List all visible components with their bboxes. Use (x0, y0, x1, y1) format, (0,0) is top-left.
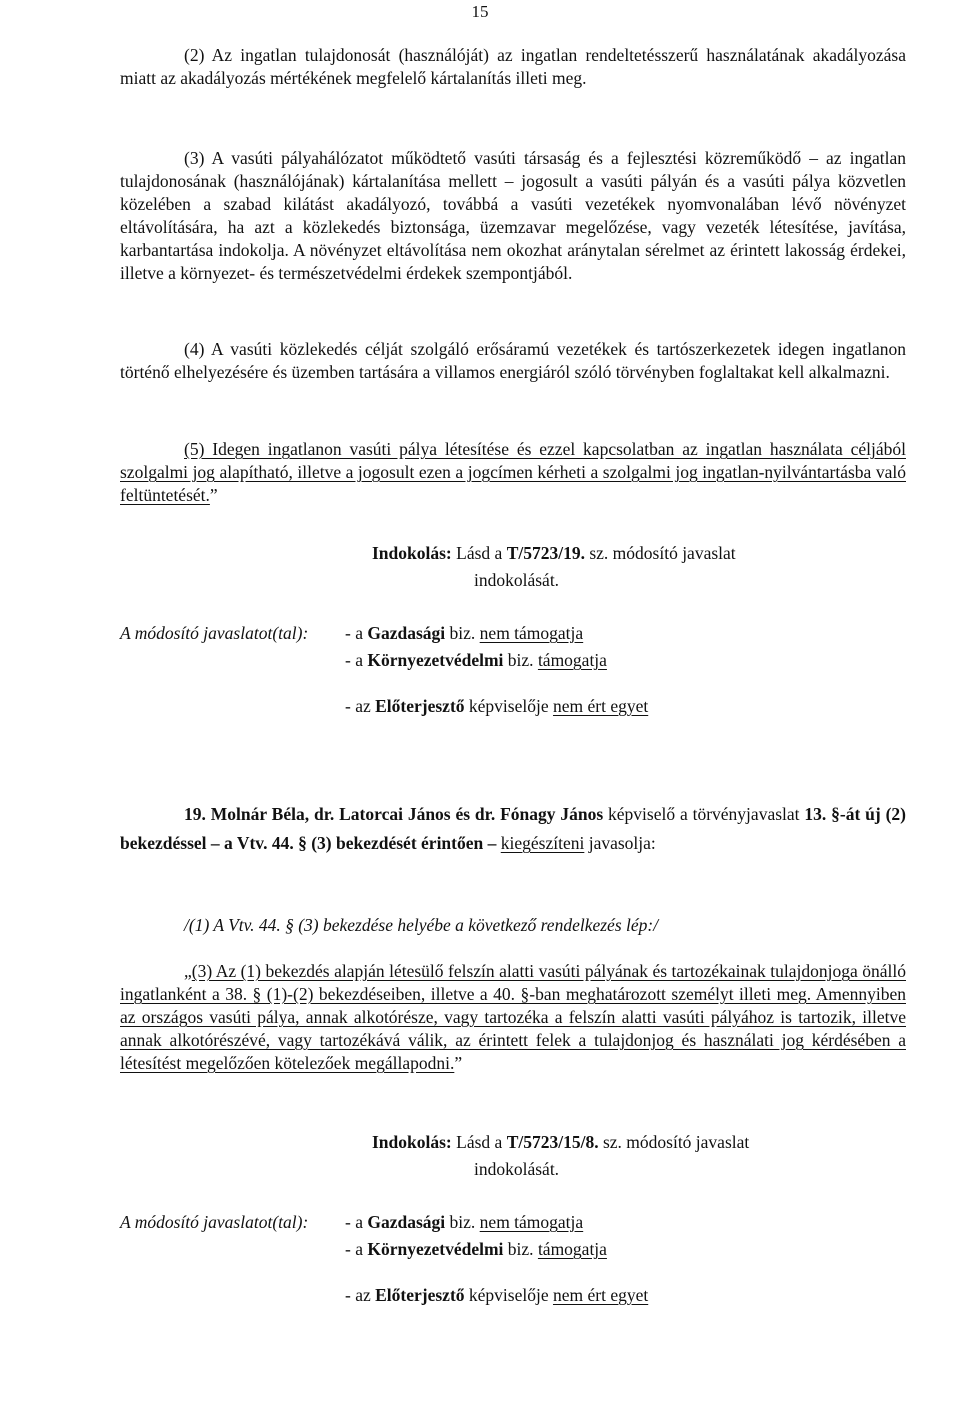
justification-text: Lásd a (451, 1132, 507, 1152)
amended-paragraph-3 (120, 960, 906, 1075)
item-text: képviselő a törvényjavaslat (603, 804, 805, 824)
dash: - a (345, 650, 368, 670)
paragraph-4: (4) A vasúti közlekedés célját szolgáló erősáramú vezetékek és tartószerkezetek idegen ingatlanon történő elhelyezésére és üzemben tartására a villamos energiáról szóló törvényben foglaltakat kell alkalmazni. (120, 339, 906, 382)
closing-quote: ” (454, 1053, 463, 1073)
item-19 (120, 800, 906, 858)
amendment-instruction: /(1) A Vtv. 44. § (3) bekezdése helyébe a következő rendelkezés lép:/ (184, 915, 659, 935)
justification-text: Lásd a (451, 543, 507, 563)
item-text-end: javasolja: (584, 833, 656, 853)
justification-label: Indokolás: (372, 543, 452, 563)
opinion-label-1: A módosító javaslatot(tal): (120, 623, 309, 643)
opinion-status: támogatja (537, 1239, 607, 1259)
committee-opinion-economic-1 (345, 621, 583, 645)
biz: biz. (445, 623, 480, 643)
committee-name: Környezetvédelmi (367, 650, 504, 670)
committee-name: Gazdasági (367, 1212, 446, 1232)
opinion-status: nem támogatja (479, 1212, 584, 1232)
dash: - a (345, 623, 368, 643)
paragraph-5-text: (5) Idegen ingatlanon vasúti pálya létesítése és ezzel kapcsolatban az ingatlan használata céljából szolgalmi jog alapítható, illetve a jogosult ezen a jogcímen kérheti a szolgalmi jog ingatlan-nyilvántartásba való feltüntetését. (120, 439, 906, 505)
opinion-status: nem ért egyet (552, 1285, 649, 1305)
committee-opinion-economic-2 (345, 1210, 583, 1234)
committee-opinion-environment-1 (345, 648, 607, 672)
dash: - a (345, 1239, 368, 1259)
proposer-name: Előterjesztő (375, 696, 465, 716)
item-action: kiegészíteni (500, 833, 585, 853)
biz: biz. (503, 650, 538, 670)
justification-label: Indokolás: (372, 1132, 452, 1152)
item-number: 19. (184, 804, 206, 824)
item-authors: Molnár Béla, dr. Latorcai János és dr. Fónagy János (210, 804, 604, 824)
item-reference: 13. §-át új (2) bekezdéssel – a Vtv. 44. § (3) bekezdését érintően – (120, 804, 906, 853)
justification-1 (372, 541, 736, 565)
paragraph-2: (2) Az ingatlan tulajdonosát (használóját) az ingatlan rendeltetésszerű használatának akadályozása miatt az akadályozás mértékének megfelelő kártalanítás illeti meg. (120, 45, 906, 88)
biz: biz. (445, 1212, 480, 1232)
justification-ref: T/5723/15/8. (506, 1132, 599, 1152)
opinion-status: nem támogatja (479, 623, 584, 643)
justification-2 (372, 1130, 749, 1154)
committee-opinion-environment-2 (345, 1237, 607, 1261)
committee-name: Gazdasági (367, 623, 446, 643)
justification-2-line2: indokolását. (474, 1159, 560, 1179)
justification-text-2: sz. módosító javaslat (584, 543, 736, 563)
proposer-opinion-1 (345, 694, 648, 718)
justification-ref: T/5723/19. (506, 543, 585, 563)
proposer-name: Előterjesztő (375, 1285, 465, 1305)
opinion-label-2: A módosító javaslatot(tal): (120, 1212, 309, 1232)
paragraph-3: (3) A vasúti pályahálózatot működtető vasúti társaság és a fejlesztési közreműködő – az ingatlan tulajdonosának (használójának) kártalanítása mellett – jogosult a vasúti pályán és a vasúti pálya közvetlen közelében a szabad kilátást akadályozó, továbbá a vasúti vezetékek nyomvonalában lévő növényzet eltávolítására, ha azt a közlekedés biztonsága, üzemzavar megelőzése, vagy vezeték létesítése, javítása, karbantartása indokolja. A növényzet eltávolítása nem okozhat aránytalan sérelmet az érintett lakosság érdekei, illetve a környezet- és természetvédelmi érdekek szempontjából. (120, 148, 906, 283)
opinion-status: nem ért egyet (552, 696, 649, 716)
proposer-mid: képviselője (464, 696, 553, 716)
justification-1-line2: indokolását. (474, 570, 560, 590)
dash: - az (345, 696, 376, 716)
dash: - az (345, 1285, 376, 1305)
opening-quote: „ (184, 961, 192, 981)
proposer-opinion-2 (345, 1283, 648, 1307)
paragraph-5 (120, 438, 906, 507)
proposer-mid: képviselője (464, 1285, 553, 1305)
biz: biz. (503, 1239, 538, 1259)
page-number: 15 (471, 2, 489, 21)
dash: - a (345, 1212, 368, 1232)
opinion-status: támogatja (537, 650, 607, 670)
committee-name: Környezetvédelmi (367, 1239, 504, 1259)
amended-paragraph-3-text: (3) Az (1) bekezdés alapján létesülő felszín alatti vasúti pályának és tartozékainak tulajdonjoga önálló ingatlanként a 38. § (1)-(2) bekezdéseiben, illetve a 40. §-ban meghatározott személyt illeti meg. Amennyiben az országos vasúti pálya, annak alkotórésze, vagy tartozéka a felszín alatti vasúti pályához is tartozik, illetve annak alkotórészévé, vagy tartozékává válik, az érintett felek a tulajdonjog és használati jog kérdésében a létesítést megelőzően kötelezőek megállapodni. (120, 961, 906, 1073)
justification-text-2: sz. módosító javaslat (598, 1132, 750, 1152)
paragraph-5-closing-quote: ” (209, 485, 218, 505)
